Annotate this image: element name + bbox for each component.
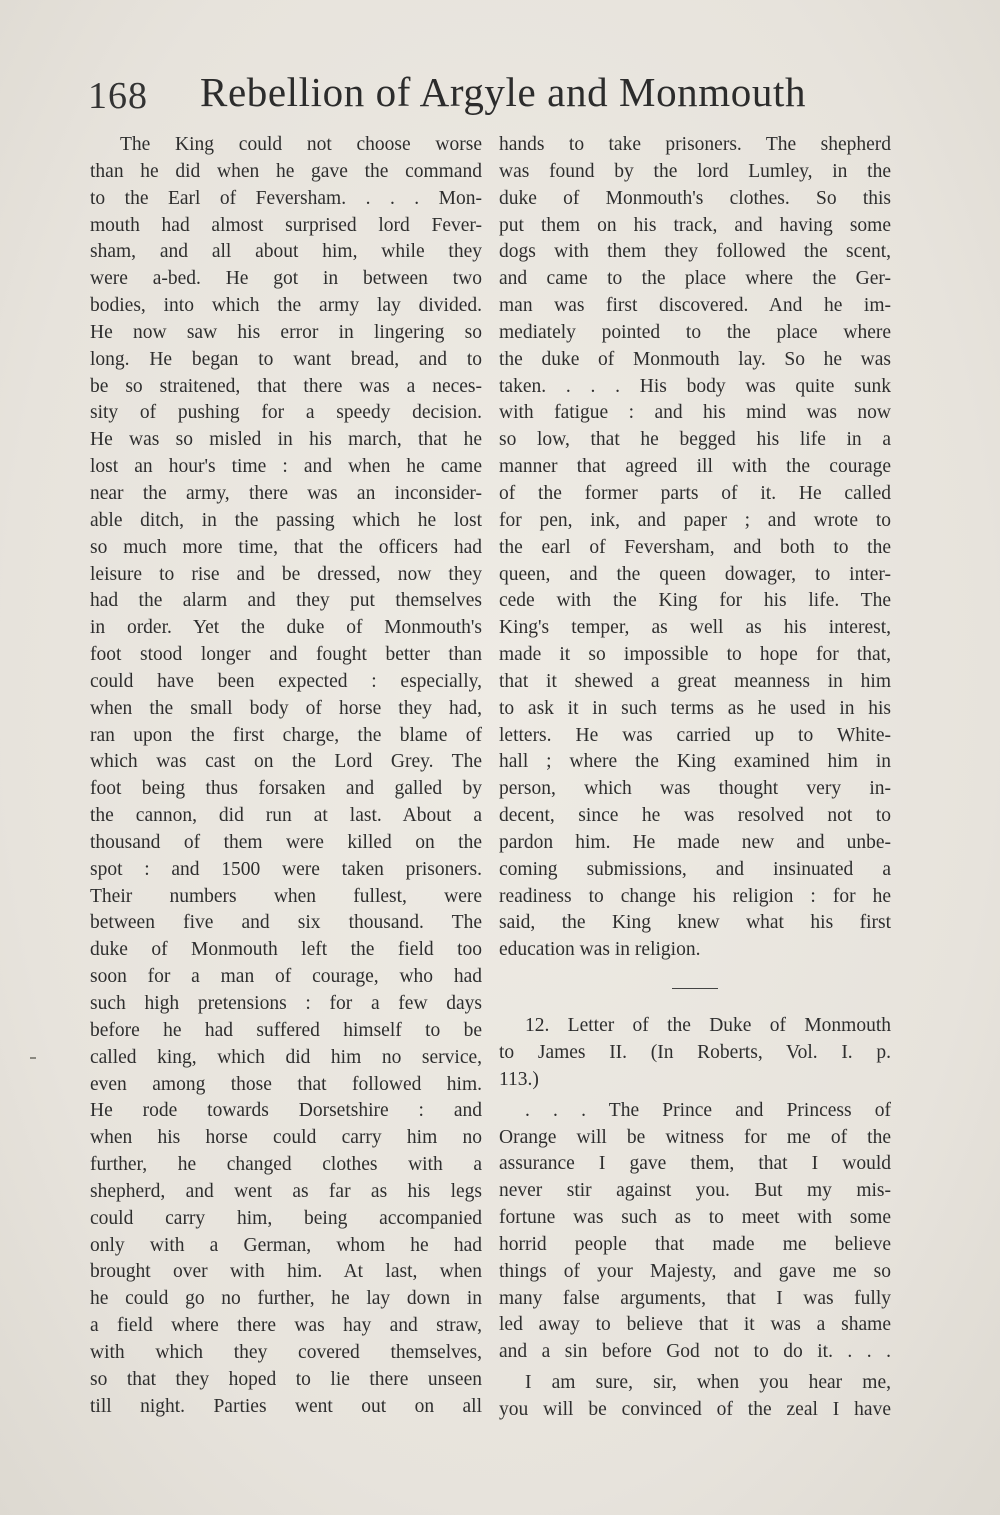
text-line: mouth had almost surprised lord Fever-: [90, 214, 482, 236]
text-line: foot stood longer and fought better than: [90, 644, 482, 666]
text-line: with fatigue : and his mind was now: [499, 402, 891, 424]
text-line: with which they covered themselves,: [90, 1341, 482, 1363]
text-line: and came to the place where the Ger-: [499, 268, 891, 290]
text-line: leisure to rise and be dressed, now they: [90, 563, 482, 585]
text-line: decent, since he was resolved not to: [499, 805, 891, 827]
narrative-paragraph: [90, 132, 482, 1421]
text-line: were a-bed. He got in between two: [90, 268, 482, 290]
text-line: Orange will be witness for me of the: [499, 1126, 891, 1148]
text-line: you will be convinced of the zeal I have: [499, 1398, 891, 1420]
text-line: 12. Letter of the Duke of Monmouth: [525, 1015, 891, 1037]
text-line: the earl of Feversham, and both to the: [499, 536, 891, 558]
text-line: He was so misled in his march, that he: [90, 429, 482, 451]
text-line: cede with the King for his life. The: [499, 590, 891, 612]
text-line: to James II. (In Roberts, Vol. I. p.: [499, 1042, 891, 1063]
text-line: spot : and 1500 were taken prisoners.: [90, 858, 482, 880]
letter-paragraph: [499, 1370, 891, 1424]
text-line: person, which was thought very in-: [499, 778, 891, 800]
text-line: long. He began to want bread, and to: [90, 348, 482, 370]
section-heading: [499, 1013, 891, 1094]
text-line: was found by the lord Lumley, in the: [499, 160, 891, 182]
letter-paragraph: [499, 1098, 891, 1366]
text-line: many false arguments, that I was fully: [499, 1287, 891, 1309]
text-line: coming submissions, and insinuated a: [499, 858, 891, 880]
text-line: brought over with him. At last, when: [90, 1261, 482, 1283]
text-line: before he had suffered himself to be: [90, 1019, 482, 1041]
text-line: between five and six thousand. The: [90, 912, 482, 934]
text-line: foot being thus forsaken and galled by: [90, 778, 482, 800]
text-line: education was in religion.: [499, 939, 701, 961]
text-line: thousand of them were killed on the: [90, 831, 482, 853]
text-line: could have been expected : especially,: [90, 670, 482, 692]
text-line: could carry him, being accompanied: [90, 1207, 482, 1229]
text-line: hall ; where the King examined him in: [499, 751, 891, 773]
section-divider: [672, 988, 718, 989]
text-line: made it so impossible to hope for that,: [499, 644, 891, 666]
text-line: bodies, into which the army lay divided.: [90, 295, 482, 317]
text-line: than he did when he gave the command: [90, 160, 482, 182]
text-line: man was first discovered. And he im-: [499, 295, 891, 317]
text-line: The King could not choose worse: [120, 134, 482, 155]
text-line: assurance I gave them, that I would: [499, 1153, 891, 1175]
text-line: had the alarm and they put themselves: [90, 590, 482, 612]
text-line: pardon him. He made new and unbe-: [499, 831, 891, 853]
text-line: when his horse could carry him no: [90, 1127, 482, 1149]
text-line: said, the King knew what his first: [499, 912, 891, 934]
text-line: readiness to change his religion : for he: [499, 885, 891, 907]
left-column: [90, 132, 482, 1421]
paper-speck: [30, 1057, 36, 1059]
text-line: . . . The Prince and Princess of: [525, 1099, 891, 1121]
text-line: fortune was such as to meet with some: [499, 1207, 891, 1229]
text-line: sity of pushing for a speedy decision.: [90, 402, 482, 424]
text-line: when the small body of horse they had,: [90, 697, 482, 719]
text-line: be so straitened, that there was a neces-: [90, 375, 482, 397]
text-line: I am sure, sir, when you hear me,: [525, 1372, 891, 1394]
text-line: He rode towards Dorsetshire : and: [90, 1100, 482, 1122]
text-line: even among those that followed him.: [90, 1073, 482, 1095]
text-line: King's temper, as well as his interest,: [499, 617, 891, 639]
text-line: such high pretensions : for a few days: [90, 993, 482, 1014]
text-line: till night. Parties went out on all: [90, 1395, 482, 1417]
text-line: able ditch, in the passing which he lost: [90, 509, 482, 531]
text-line: things of your Majesty, and gave me so: [499, 1260, 891, 1282]
text-line: hands to take prisoners. The shepherd: [499, 134, 891, 155]
text-line: 113.): [499, 1068, 539, 1090]
text-line: manner that agreed ill with the courage: [499, 456, 891, 478]
text-line: taken. . . . His body was quite sunk: [499, 375, 891, 397]
text-line: so that they hoped to lie there unseen: [90, 1368, 482, 1390]
text-line: to the Earl of Feversham. . . . Mon-: [90, 187, 482, 209]
text-line: so much more time, that the officers had: [90, 536, 482, 558]
text-line: mediately pointed to the place where: [499, 321, 891, 343]
text-line: called king, which did him no service,: [90, 1046, 482, 1068]
text-line: further, he changed clothes with a: [90, 1154, 482, 1176]
text-line: in order. Yet the duke of Monmouth's: [90, 617, 482, 639]
text-line: shepherd, and went as far as his legs: [90, 1180, 482, 1202]
right-column: [499, 132, 891, 1424]
text-line: Their numbers when fullest, were: [90, 885, 482, 907]
text-line: lost an hour's time : and when he came: [90, 456, 482, 478]
text-line: he could go no further, he lay down in: [90, 1288, 482, 1310]
text-line: that it shewed a great meanness in him: [499, 670, 891, 692]
text-line: He now saw his error in lingering so: [90, 321, 482, 343]
text-line: never stir against you. But my mis-: [499, 1180, 891, 1202]
running-title: Rebellion of Argyle and Monmouth: [200, 69, 807, 115]
text-line: the duke of Monmouth lay. So he was: [499, 348, 891, 370]
page-number: 168: [88, 75, 148, 117]
text-line: the cannon, did run at last. About a: [90, 805, 482, 827]
narrative-paragraph-continued: [499, 132, 891, 964]
text-line: duke of Monmouth left the field too: [90, 939, 482, 961]
text-line: horrid people that made me believe: [499, 1233, 891, 1255]
text-line: near the army, there was an inconsider-: [90, 482, 482, 504]
text-line: only with a German, whom he had: [90, 1234, 482, 1256]
text-line: ran upon the first charge, the blame of: [90, 724, 482, 746]
text-line: letters. He was carried up to White-: [499, 724, 891, 746]
text-line: a field where there was hay and straw,: [90, 1315, 482, 1337]
text-line: which was cast on the Lord Grey. The: [90, 751, 482, 773]
text-line: so low, that he begged his life in a: [499, 429, 891, 451]
text-line: queen, and the queen dowager, to inter-: [499, 563, 891, 585]
text-line: soon for a man of courage, who had: [90, 966, 482, 988]
text-line: dogs with them they followed the scent,: [499, 241, 891, 263]
text-line: sham, and all about him, while they: [90, 241, 482, 263]
text-line: duke of Monmouth's clothes. So this: [499, 187, 891, 209]
page-header: [88, 68, 908, 128]
text-line: and a sin before God not to do it. . . .: [499, 1341, 891, 1363]
text-line: for pen, ink, and paper ; and wrote to: [499, 509, 891, 531]
text-line: to ask it in such terms as he used in his: [499, 697, 891, 719]
text-line: of the former parts of it. He called: [499, 482, 891, 504]
text-line: led away to believe that it was a shame: [499, 1314, 891, 1336]
text-line: put them on his track, and having some: [499, 214, 891, 236]
